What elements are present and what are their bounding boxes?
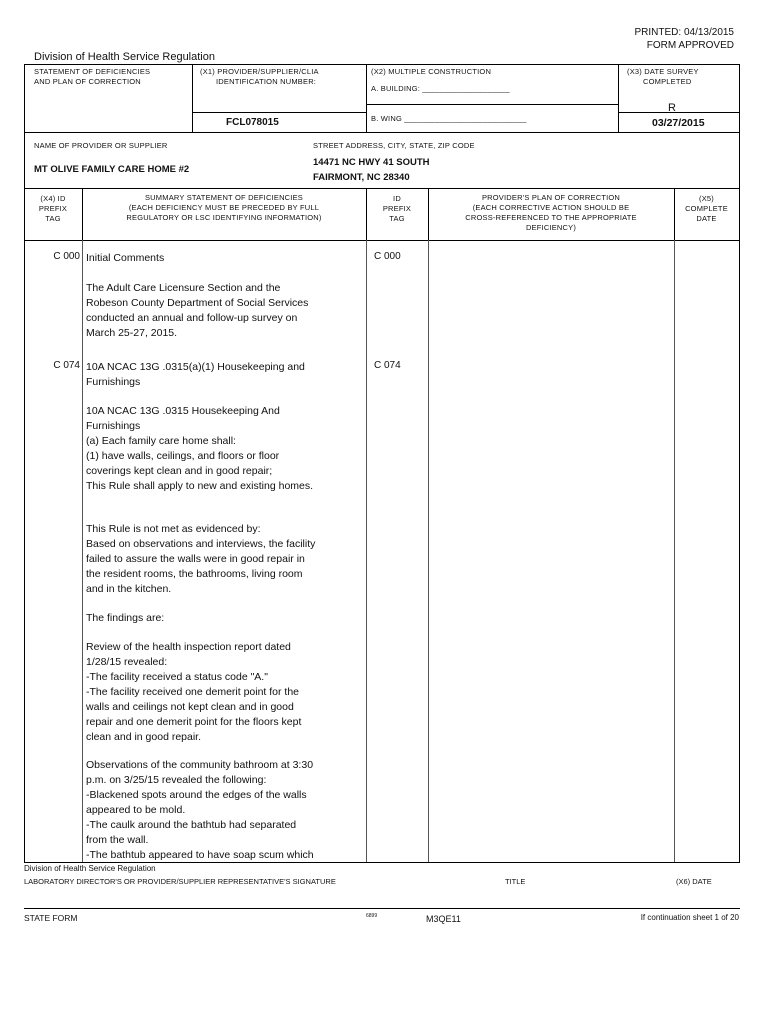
- tag-prefix-c074: C 074: [53, 360, 80, 371]
- form-code: 6899: [366, 913, 378, 919]
- form-id: M3QE11: [426, 914, 461, 924]
- division-title: Division of Health Service Regulation: [34, 51, 215, 63]
- x3-label-2: COMPLETED: [643, 77, 692, 86]
- x5-header-2: COMPLETE: [685, 204, 728, 213]
- id-prefix-c074: C 074: [374, 360, 401, 371]
- survey-completed-date: 03/27/2015: [652, 117, 705, 129]
- provider-name-label: NAME OF PROVIDER OR SUPPLIER: [34, 141, 168, 150]
- address-line-2: FAIRMONT, NC 28340: [313, 172, 410, 183]
- x5-header-3: DATE: [696, 214, 717, 223]
- initial-comments-heading: Initial Comments: [86, 252, 165, 264]
- tag-prefix-c000: C 000: [53, 251, 80, 262]
- x1-label-1: (X1) PROVIDER/SUPPLIER/CLIA: [200, 67, 319, 76]
- findings-heading: The findings are:: [86, 612, 165, 624]
- rule-not-met-paragraph: This Rule is not met as evidenced by: Based on observations and interviews, the facility failed to assure the walls were in good repair in the resident rooms, the bathrooms, living room and in the kitchen.: [86, 523, 316, 595]
- x2-label: (X2) MULTIPLE CONSTRUCTION: [371, 67, 492, 76]
- x2-building: A. BUILDING: ____________________: [371, 84, 510, 93]
- statement-label-2: AND PLAN OF CORRECTION: [34, 77, 141, 86]
- plan-header-1: PROVIDER'S PLAN OF CORRECTION: [481, 193, 621, 202]
- id-header-3: TAG: [389, 214, 405, 223]
- x4-header-3: TAG: [45, 214, 61, 223]
- health-inspection-paragraph: Review of the health inspection report dated 1/28/15 revealed: -The facility received a status code "A." -The facility received one demerit point for the walls and ceilings not kept clean and in good repair and one demerit point for the floors kept clean and in good repair.: [86, 641, 302, 743]
- rule-title-paragraph: 10A NCAC 13G .0315(a)(1) Housekeeping and Furnishings: [86, 361, 305, 388]
- provider-id-number: FCL078015: [226, 117, 279, 128]
- x5-header-1: (X5): [699, 194, 714, 203]
- summary-header-1: SUMMARY STATEMENT OF DEFICIENCIES: [144, 193, 303, 202]
- statement-label-1: STATEMENT OF DEFICIENCIES: [34, 67, 151, 76]
- summary-header-3: REGULATORY OR LSC IDENTIFYING INFORMATION): [126, 213, 322, 222]
- state-form-label: STATE FORM: [24, 913, 78, 923]
- form-approved: FORM APPROVED: [646, 40, 734, 51]
- footer-division: Division of Health Service Regulation: [24, 864, 156, 873]
- rule-text-paragraph: 10A NCAC 13G .0315 Housekeeping And Furnishings (a) Each family care home shall: (1) have walls, ceilings, and floors or floor coverings kept clean and in good repair; This Rule shall apply to new and existing homes.: [86, 405, 314, 492]
- address-line-1: 14471 NC HWY 41 SOUTH: [313, 157, 430, 168]
- bathroom-observation-paragraph: Observations of the community bathroom at 3:30 p.m. on 3/25/15 revealed the following: -Blackened spots around the edges of the walls appeared to be mold. -The caulk around the bathtub had separated from the wall. -The bathtub appeared to have soap scum which: [86, 759, 314, 861]
- printed-date: PRINTED: 04/13/2015: [634, 27, 734, 38]
- x2-wing: B. WING ____________________________: [371, 114, 527, 123]
- signature-label: LABORATORY DIRECTOR'S OR PROVIDER/SUPPLIER REPRESENTATIVE'S SIGNATURE: [24, 877, 336, 886]
- x4-header-2: PREFIX: [38, 204, 68, 213]
- id-header-2: PREFIX: [382, 204, 412, 213]
- continuation-sheet: If continuation sheet 1 of 20: [640, 913, 739, 922]
- x1-label-2: IDENTIFICATION NUMBER:: [216, 77, 317, 86]
- id-prefix-c000: C 000: [374, 251, 401, 262]
- provider-name: MT OLIVE FAMILY CARE HOME #2: [34, 164, 190, 175]
- x4-header-1: (X4) ID: [40, 194, 66, 203]
- x3-r: R: [668, 102, 676, 114]
- plan-header-4: DEFICIENCY): [525, 223, 577, 232]
- date-label: (X6) DATE: [676, 877, 712, 886]
- address-label: STREET ADDRESS, CITY, STATE, ZIP CODE: [313, 141, 475, 150]
- title-label: TITLE: [505, 877, 526, 886]
- plan-header-3: CROSS-REFERENCED TO THE APPROPRIATE: [465, 213, 637, 222]
- id-header-1: ID: [393, 194, 401, 203]
- plan-header-2: (EACH CORRECTIVE ACTION SHOULD BE: [472, 203, 630, 212]
- summary-header-2: (EACH DEFICIENCY MUST BE PRECEDED BY FULL: [128, 203, 320, 212]
- survey-intro-paragraph: The Adult Care Licensure Section and the Robeson County Department of Social Services conducted an annual and follow-up survey on March 25-27, 2015.: [86, 282, 309, 339]
- x3-label-1: (X3) DATE SURVEY: [627, 67, 699, 76]
